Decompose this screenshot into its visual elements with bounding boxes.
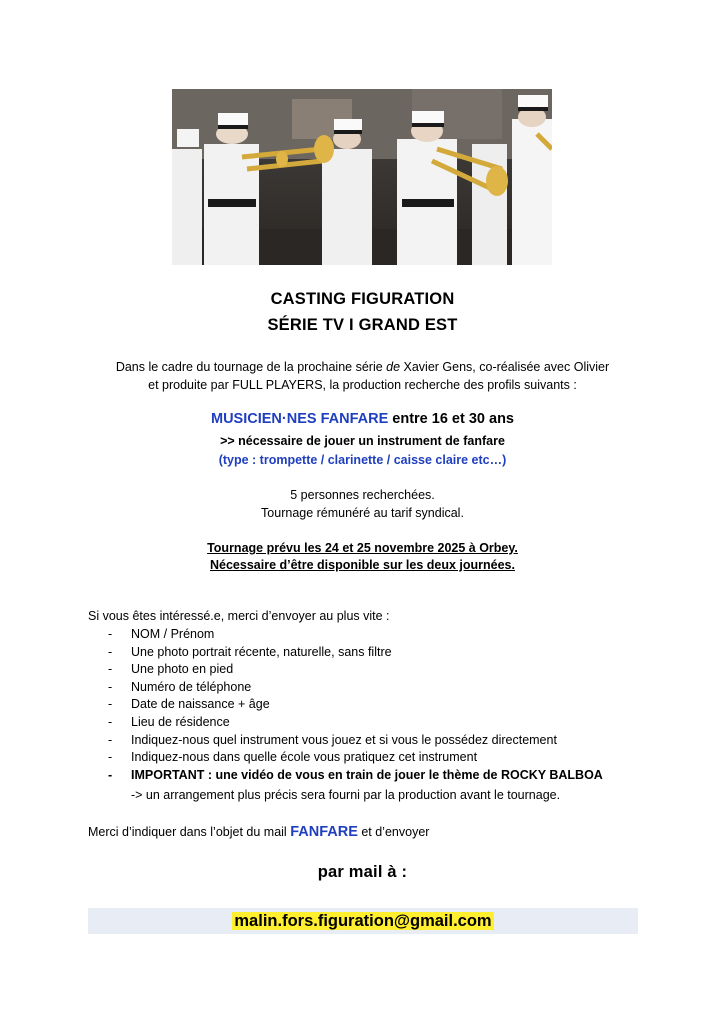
intro-line2: et produite par FULL PLAYERS, la production recherche des profils suivants :: [148, 378, 577, 392]
email-link[interactable]: malin.fors.figuration@gmail.com: [234, 912, 492, 930]
list-item-important: - IMPORTANT : une vidéo de vous en train de jouer le thème de ROCKY BALBOA: [108, 767, 603, 785]
marching-band-photo: [172, 89, 552, 265]
requirements-list: [108, 626, 603, 784]
page-title-line2: SÉRIE TV I GRAND EST: [267, 316, 458, 334]
subject-keyword: FANFARE: [290, 824, 358, 840]
list-item: - Une photo en pied: [108, 661, 603, 679]
intro-line1: Dans le cadre du tournage de la prochaine série de Xavier Gens, co-réalisée avec Olivier: [115, 360, 610, 374]
profile-types: (type : trompette / clarinette / caisse claire etc…): [218, 453, 507, 467]
info-pay: Tournage rémunéré au tarif syndical.: [261, 506, 464, 520]
list-item: - Une photo portrait récente, naturelle, sans filtre: [108, 644, 603, 662]
subject-line: Merci d’indiquer dans l’objet du mail FANFARE et d’envoyer: [88, 824, 430, 840]
list-item: - Indiquez-nous quel instrument vous jouez et si vous le possédez directement: [108, 732, 603, 750]
apply-note: -> un arrangement plus précis sera fourni par la production avant le tournage.: [131, 788, 561, 802]
list-item: - NOM / Prénom: [108, 626, 603, 644]
page-title-line1: CASTING FIGURATION: [270, 290, 455, 308]
profile-age: entre 16 et 30 ans: [388, 411, 514, 427]
contact-label: par mail à :: [317, 863, 408, 881]
dates-line2: Nécessaire d’être disponible sur les deux journées.: [210, 558, 515, 572]
profile-requirement: >> nécessaire de jouer un instrument de fanfare: [220, 434, 505, 448]
profile-heading: [0, 411, 725, 427]
list-item: - Indiquez-nous dans quelle école vous pratiquez cet instrument: [108, 749, 603, 767]
list-item: - Numéro de téléphone: [108, 679, 603, 697]
list-item: - Lieu de résidence: [108, 714, 603, 732]
profile-role: MUSICIEN·NES FANFARE: [211, 411, 389, 427]
dates-line1: Tournage prévu les 24 et 25 novembre 2025 à Orbey.: [207, 541, 518, 555]
info-count: 5 personnes recherchées.: [290, 488, 435, 502]
apply-intro: Si vous êtes intéressé.e, merci d’envoyer au plus vite :: [88, 609, 390, 623]
list-item: - Date de naissance + âge: [108, 696, 603, 714]
email-bar: [88, 908, 638, 934]
